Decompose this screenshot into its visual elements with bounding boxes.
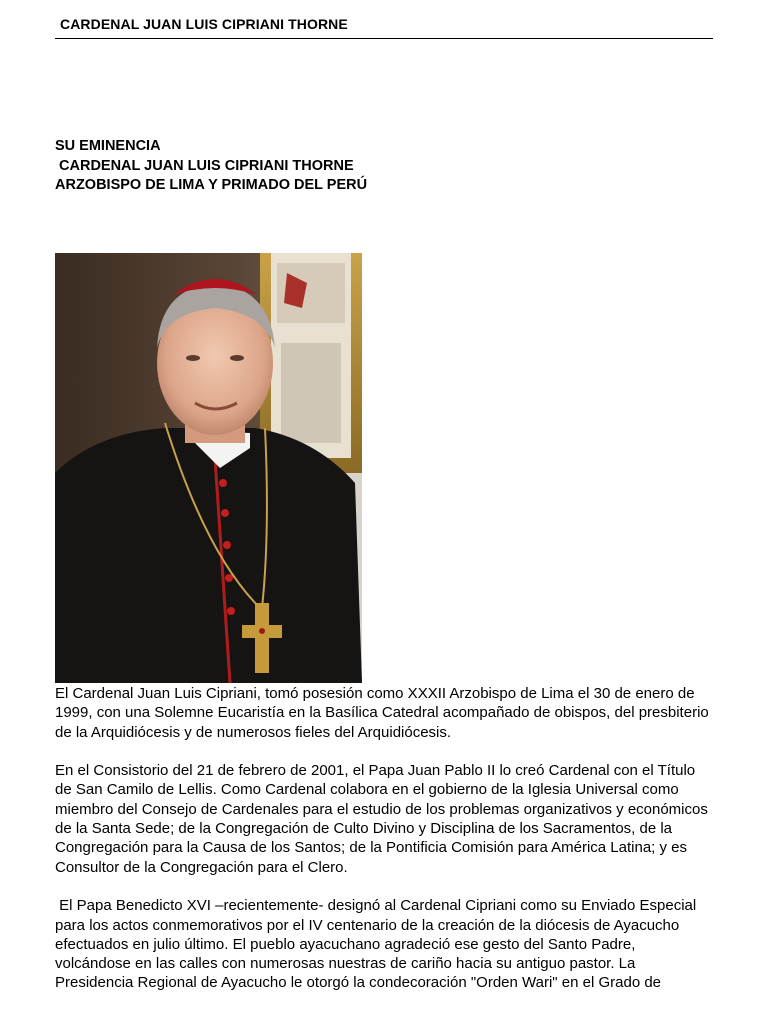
cardinal-portrait-photo [55,253,362,683]
title-line-3: ARZOBISPO DE LIMA Y PRIMADO DEL PERÚ [55,177,368,193]
title-block [55,137,367,196]
title-line-1: SU EMINENCIA [55,138,161,154]
paragraph-2: En el Consistorio del 21 de febrero de 2001, el Papa Juan Pablo II lo creó Cardenal con el Título de San Camilo de Lellis. Como Cardenal colabora en el gobierno de la Iglesia Universal como miembro del Consejo de Cardenales para el estudio de los problemas organizativos y económicos de la Santa Sede; de la Congregación de Culto Divino y Disciplina de los Sacramentos, de la Congregación para la Causa de los Santos; de la Pontificia Comisión para América Latina; y es Consultor de la Congregación para el Clero. [55,762,708,876]
running-header: CARDENAL JUAN LUIS CIPRIANI THORNE [60,16,348,32]
header-rule [55,38,713,39]
title-line-2: CARDENAL JUAN LUIS CIPRIANI THORNE [55,157,354,174]
paragraph-1: El Cardenal Juan Luis Cipriani, tomó posesión como XXXII Arzobispo de Lima el 30 de enero de 1999, con una Solemne Eucaristía en la Basílica Catedral acompañado de obispos, del presbiterio de la Arquidiócesis y de numerosos fieles del Arquidiócesis. [55,685,709,741]
paragraph-3: El Papa Benedicto XVI –recientemente- designó al Cardenal Cipriani como su Enviado Especial para los actos conmemorativos por el IV centenario de la creación de la diócesis de Ayacucho efectuados en julio último. El pueblo ayacuchano agradeció ese gesto del Santo Padre, volcándose en las calles con numerosas nuestras de cariño hacia su antiguo pastor. La Presidencia Regional de Ayacucho le otorgó la condecoración "Orden Wari" en el Grado de [55,897,701,992]
body-text [55,684,715,1012]
